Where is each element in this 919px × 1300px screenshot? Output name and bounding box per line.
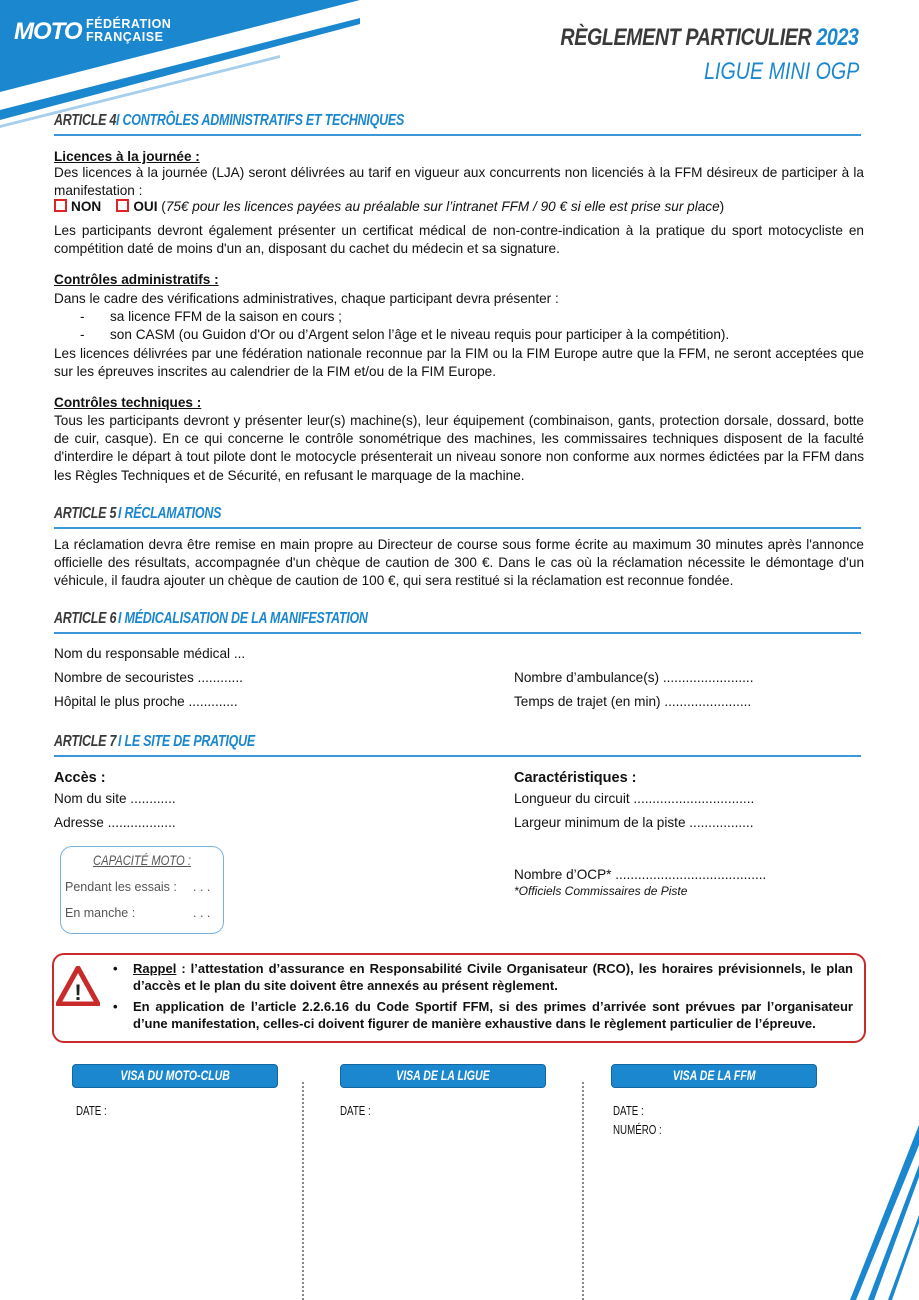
visa-ffm-header: VISA DE LA FFM	[611, 1064, 817, 1088]
article-title: I CONTRÔLES ADMINISTRATIFS ET TECHNIQUES	[115, 112, 404, 129]
article-number: ARTICLE 7	[54, 733, 117, 750]
ambulances-count-field[interactable]: Nombre d’ambulance(s) ........................	[514, 670, 754, 685]
federation-name	[86, 18, 171, 44]
article-7-heading	[54, 733, 861, 757]
address-field[interactable]: Adresse ..................	[54, 815, 176, 830]
reminder-rco: Rappel : l’attestation d’assurance en Responsabilité Civile Organisateur (RCO), les horaires prévisionnels, le plan d’accès et le plan du site doivent être annexés au présent règlement.	[133, 961, 853, 993]
moto-capacity-title: CAPACITÉ MOTO :	[93, 852, 191, 868]
capacity-practice-label: Pendant les essais :	[65, 880, 177, 894]
reminder-bullet-1: •	[113, 961, 118, 976]
article-title: I RÉCLAMATIONS	[117, 505, 221, 522]
nearest-hospital-field[interactable]: Hôpital le plus proche .............	[54, 694, 238, 709]
warning-icon	[56, 966, 100, 1006]
capacity-practice-value[interactable]: . . .	[193, 880, 211, 894]
visa-moto-club-date[interactable]: DATE :	[76, 1103, 107, 1118]
characteristics-heading: Caractéristiques :	[514, 770, 637, 786]
travel-time-field[interactable]: Temps de trajet (en min) .......................	[514, 694, 752, 709]
article-title: I MÉDICALISATION DE LA MANIFESTATION	[117, 610, 368, 627]
visa-ffm-date[interactable]: DATE :	[613, 1103, 644, 1118]
tech-text: Tous les participants devront y présenter leur(s) machine(s), leur équipement (combinaison, gants, protection dorsale, dossard, botte de cuir, casque). En ce qui concerne le contrôle sonométrique des machines, les commissaires techniques disposent de la faculté d'interdire le départ à tout pilote dont le motocycle présenterait un niveau sonore non conforme aux normes édictées par la FFM dans les Règles Techniques et de Sécurité, en refusant le marquage de la machine.	[54, 413, 864, 483]
reminder-prizes: En application de l’article 2.2.6.16 du Code Sportif FFM, si des primes d’arrivée sont prévues par l’organisateur d’une manifestation, celles-ci doivent figurer de manière exhaustive dans le règlement particulier de l’épreuve.	[133, 999, 853, 1031]
option-non-label: NON	[71, 199, 102, 214]
visa-ligue-date[interactable]: DATE :	[340, 1103, 371, 1118]
checkbox-non[interactable]	[54, 199, 67, 212]
access-heading: Accès :	[54, 770, 106, 786]
ffm-logo: MOTO	[14, 18, 82, 45]
track-width-field[interactable]: Largeur minimum de la piste .................	[514, 815, 754, 830]
licence-options: NON OUI (75€ pour les licences payées au préalable sur l’intranet FFM / 90 € si elle est prise sur place)	[54, 198, 864, 216]
option-oui-label: OUI	[133, 199, 158, 214]
site-name-field[interactable]: Nom du site ............	[54, 791, 176, 806]
title-year: 2023	[816, 24, 859, 51]
licences-text: Des licences à la journée (LJA) seront délivrées au tarif en vigueur aux concurrents non licenciés à la FFM désireux de participer à la manifestation :	[54, 165, 864, 199]
capacity-race-label: En manche :	[65, 906, 136, 920]
visa-ffm-number[interactable]: NUMÉRO :	[613, 1122, 662, 1137]
admin-intro: Dans le cadre des vérifications administratives, chaque participant devra présenter :	[54, 291, 559, 306]
circuit-length-field[interactable]: Longueur du circuit ................................	[514, 791, 755, 806]
admin-item-2: - son CASM (ou Guidon d'Or ou d’Argent selon l’âge et le niveau requis pour participer à la compétition).	[80, 327, 730, 342]
licences-heading: Licences à la journée :	[54, 149, 200, 164]
visa-moto-club-header: VISA DU MOTO-CLUB	[72, 1064, 278, 1088]
visa-ligue-header: VISA DE LA LIGUE	[340, 1064, 546, 1088]
option-detail: 75€ pour les licences payées au préalable sur l’intranet FFM / 90 € si elle est prise sur place	[165, 199, 720, 214]
article-number: ARTICLE 6	[54, 610, 117, 627]
admin-item-1: - sa licence FFM de la saison en cours ;	[80, 309, 342, 324]
title-text: RÈGLEMENT PARTICULIER	[560, 24, 812, 51]
reminder-label: Rappel	[133, 961, 177, 976]
corner-stripes-decoration	[850, 1125, 919, 1300]
ocp-footnote: *Officiels Commissaires de Piste	[514, 884, 688, 898]
page-subtitle: LIGUE MINI OGP	[703, 58, 859, 85]
article-5-heading	[54, 505, 861, 529]
visa-divider-2	[582, 1082, 584, 1300]
rescuers-count-field[interactable]: Nombre de secouristes ............	[54, 670, 243, 685]
visa-divider-1	[302, 1082, 304, 1300]
article-number: ARTICLE 5	[54, 505, 117, 522]
federation-line-1: FÉDÉRATION	[86, 17, 172, 31]
admin-heading: Contrôles administratifs :	[54, 272, 219, 287]
article-title: I LE SITE DE PRATIQUE	[117, 733, 255, 750]
page-title	[561, 24, 859, 52]
admin-outro: Les licences délivrées par une fédération nationale reconnue par la FIM ou la FIM Europe autre que la FFM, ne seront acceptées que sur les épreuves inscrites au calendrier de la FIM et/ou de la FIM Europe.	[54, 346, 864, 380]
federation-line-2: FRANÇAISE	[86, 30, 164, 44]
medical-responsible-field[interactable]: Nom du responsable médical ...	[54, 646, 246, 661]
article-number: ARTICLE 4	[54, 112, 117, 129]
warning-icon-mark: !	[74, 980, 82, 1005]
capacity-race-value[interactable]: . . .	[193, 906, 211, 920]
article-4-heading	[54, 112, 861, 136]
article-6-heading	[54, 610, 861, 634]
ocp-count-field[interactable]: Nombre d’OCP* ........................................	[514, 867, 767, 882]
tech-heading: Contrôles techniques :	[54, 395, 202, 410]
medical-certificate-text: Les participants devront également présenter un certificat médical de non-contre-indication à la pratique du sport motocycliste en compétition daté de moins d'un an, disposant du cachet du médecin et sa signature.	[54, 223, 864, 257]
reclamations-text: La réclamation devra être remise en main propre au Directeur de course sous forme écrite au maximum 30 minutes après l'annonce officielle des résultats, accompagnée d'un chèque de caution de 300 €. Dans le cas où la réclamation nécessite le démontage d'un véhicule, il faudra ajouter un chèque de caution de 100 €, qui sera restitué si la réclamation est reconnue fondée.	[54, 537, 864, 589]
checkbox-oui[interactable]	[116, 199, 129, 212]
reminder-bullet-2: •	[113, 999, 118, 1014]
